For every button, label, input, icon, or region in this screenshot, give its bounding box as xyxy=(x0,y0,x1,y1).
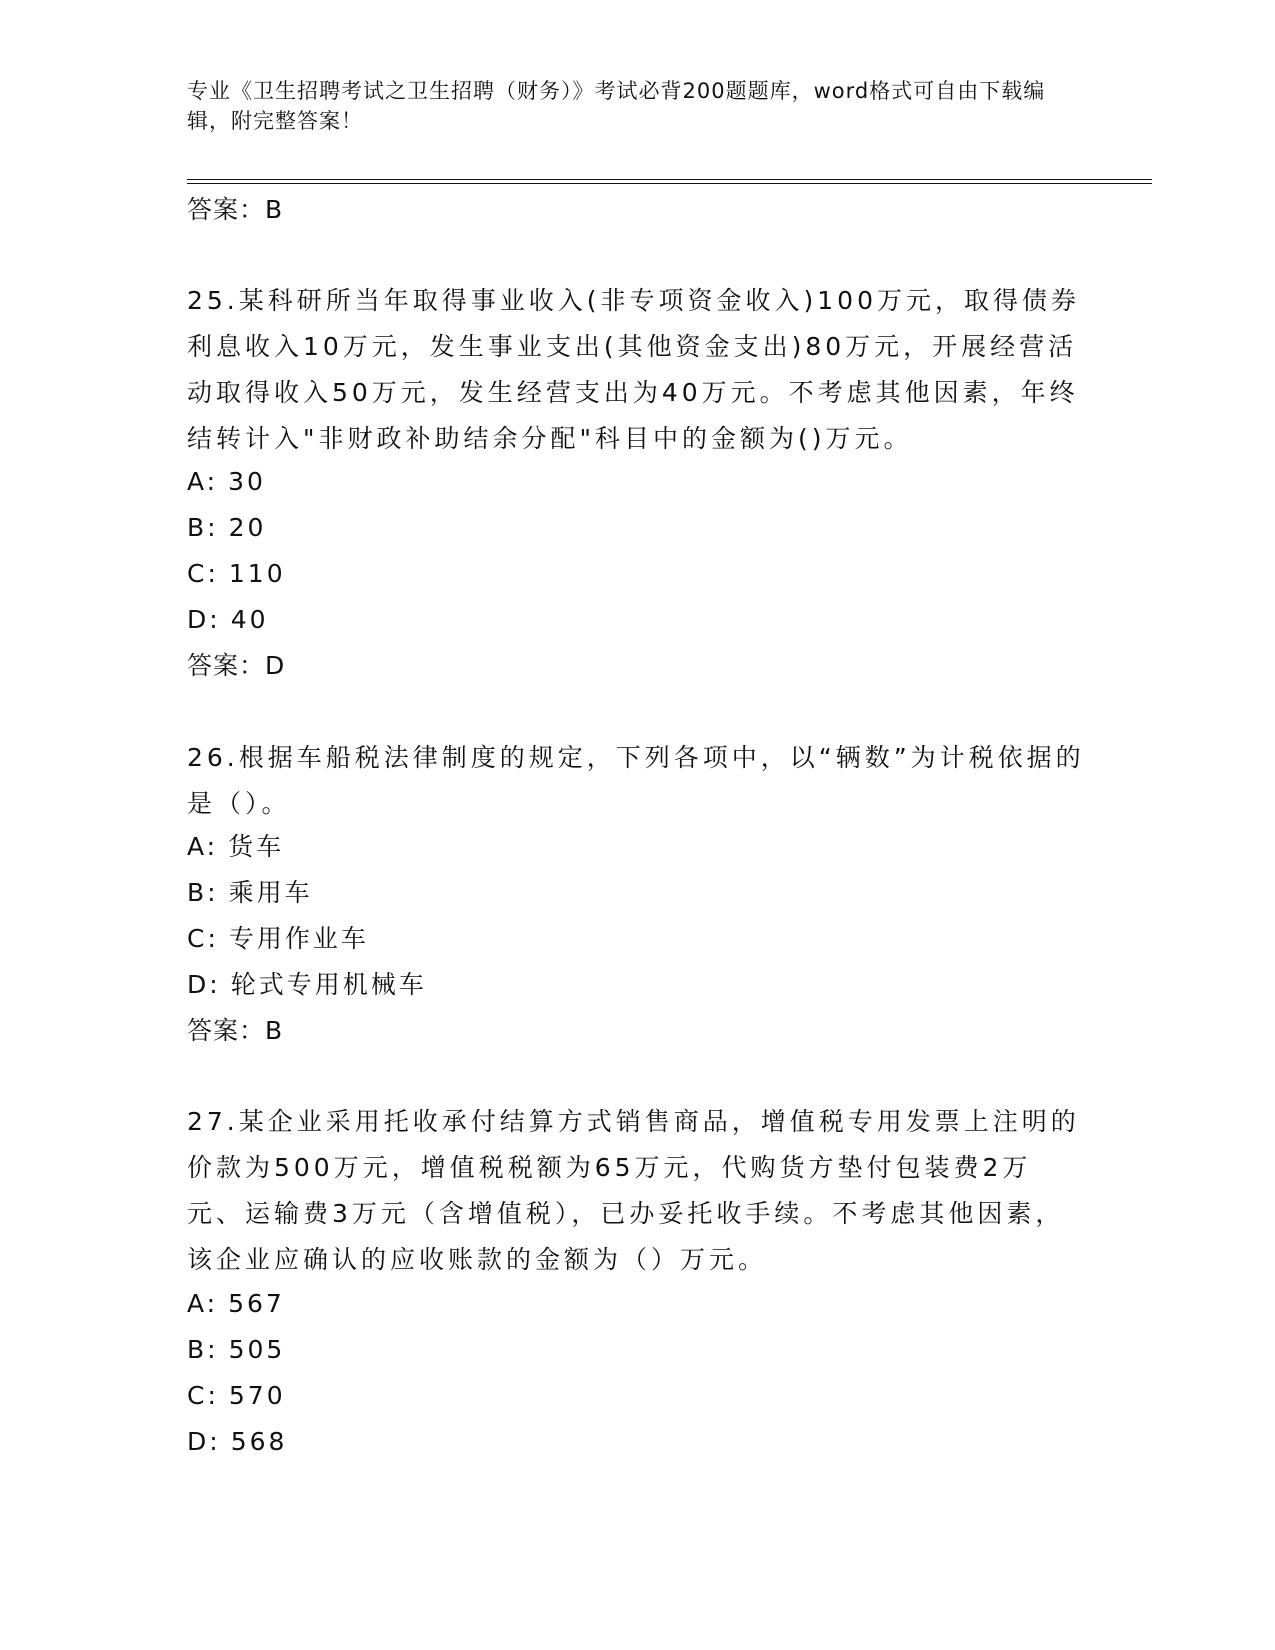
option-text: 轮式专用机械车 xyxy=(230,970,427,999)
option-label: C: xyxy=(187,559,219,588)
q25-answer: 答案：D xyxy=(187,651,286,680)
q26-answer: 答案：B xyxy=(187,1016,284,1045)
option-text: 20 xyxy=(228,513,267,542)
document-header: 专业《卫生招聘考试之卫生招聘（财务）》考试必背200题题库，word格式可自由下载编辑，附完整答案！ xyxy=(187,79,1046,133)
option-text: 567 xyxy=(228,1289,285,1318)
option-label: A: xyxy=(187,832,219,861)
option-label: D: xyxy=(187,970,221,999)
option-text: 568 xyxy=(230,1427,288,1456)
q25-option-c xyxy=(187,558,286,590)
q26-option-b xyxy=(187,877,313,909)
option-text: 乘用车 xyxy=(228,878,313,907)
q26-option-a xyxy=(187,831,284,863)
option-label: B: xyxy=(187,1335,219,1364)
q25-option-b xyxy=(187,512,266,544)
option-label: D: xyxy=(187,1427,221,1456)
answer-prev: 答案：B xyxy=(187,195,284,224)
q27-option-a xyxy=(187,1288,285,1320)
q26-option-d xyxy=(187,969,427,1001)
q25-option-d xyxy=(187,604,269,636)
option-text: 货车 xyxy=(228,832,285,861)
q27-option-b xyxy=(187,1334,285,1366)
q27-option-c xyxy=(187,1380,286,1412)
option-label: A: xyxy=(187,467,219,496)
option-label: D: xyxy=(187,605,221,634)
question-25-text: 25.某科研所当年取得事业收入(非专项资金收入)100万元，取得债券利息收入10万元，发生事业支出(其他资金支出)80万元，开展经营活动取得收入50万元，发生经营支出为40万元。不考虑其他因素，年终结转计入"非财政补助结余分配"科目中的金额为()万元。 xyxy=(187,286,1080,453)
header-rule-bottom xyxy=(187,183,1152,184)
option-text: 40 xyxy=(230,605,269,634)
option-label: B: xyxy=(187,878,219,907)
option-label: C: xyxy=(187,924,219,953)
q27-option-d xyxy=(187,1426,287,1458)
q26-option-c xyxy=(187,923,369,955)
question-27-text: 27.某企业采用托收承付结算方式销售商品，增值税专用发票上注明的价款为500万元，增值税税额为65万元，代购货方垫付包装费2万元、运输费3万元（含增值税），已办妥托收手续。不考虑其他因素，该企业应确认的应收账款的金额为（）万元。 xyxy=(187,1107,1080,1274)
option-label: B: xyxy=(187,513,219,542)
question-26-text: 26.根据车船税法律制度的规定，下列各项中，以“辆数”为计税依据的是（）。 xyxy=(187,743,1085,818)
q25-option-a xyxy=(187,466,266,498)
option-text: 110 xyxy=(228,559,286,588)
option-label: C: xyxy=(187,1381,219,1410)
option-text: 570 xyxy=(228,1381,286,1410)
option-text: 专用作业车 xyxy=(228,924,369,953)
option-text: 505 xyxy=(228,1335,286,1364)
option-label: A: xyxy=(187,1289,219,1318)
option-text: 30 xyxy=(228,467,266,496)
header-rule-top xyxy=(187,179,1152,180)
